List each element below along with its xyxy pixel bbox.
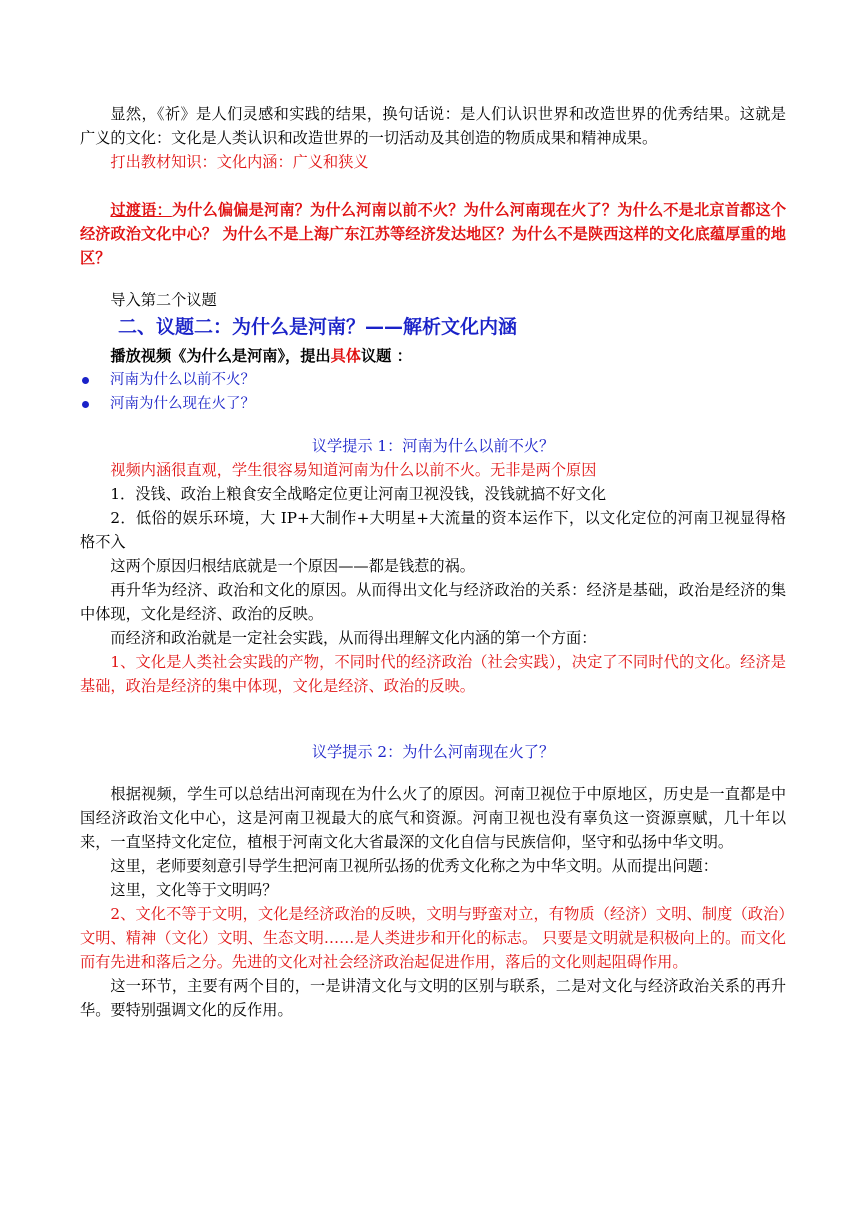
video-prompt — [80, 344, 786, 368]
reasons-summary: 这两个原因归根结底就是一个原因——都是钱惹的祸。 — [110, 557, 475, 575]
economics-politics-culture: 再升华为经济、政治和文化的原因。从而得出文化与经济政治的关系：经济是基础，政治是经济的集中体现，文化是经济、政治的反映。 — [80, 581, 786, 623]
topic-bullet-list — [80, 368, 786, 416]
question-line: 这里，文化等于文明吗？ — [110, 881, 278, 899]
social-practice: 而经济和政治就是一定社会实践，从而得出理解文化内涵的第一个方面： — [110, 629, 597, 647]
video-prompt-suffix: 议题 ： — [360, 347, 412, 365]
bullet-dot-icon — [82, 377, 89, 384]
reason-2: 2．低俗的娱乐环境，大 IP+大制作+大明星+大流量的资本运作下，以文化定位的河南卫视显得格格不入 — [80, 509, 786, 551]
purpose-paragraph: 这一环节，主要有两个目的，一是讲清文化与文明的区别与联系，二是对文化与经济政治关系的再升华。要特别强调文化的反作用。 — [80, 977, 786, 1019]
hint1-title: 议学提示 1：河南为什么以前不火？ — [311, 437, 555, 455]
video-prompt-prefix: 播放视频《为什么是河南》，提出 — [110, 347, 331, 365]
video-prompt-highlight: 具体 — [330, 347, 361, 365]
list-item — [80, 368, 786, 392]
video-summary: 根据视频，学生可以总结出河南现在为什么火了的原因。河南卫视位于中原地区，历史是一直都是中国经济政治文化中心，这是河南卫视最大的底气和资源。河南卫视也没有辜负这一资源禀赋，几十年以来，一直坚持文化定位，植根于河南文化大省最深的文化自信与民族信仰，坚守和弘扬中华文明。 — [80, 785, 786, 851]
point-2: 2、文化不等于文明，文化是经济政治的反映，文明与野蛮对立，有物质（经济）文明、制度（政治）文明、精神（文化）文明、生态文明……是人类进步和开化的标志。 只要是文明就是积极向上的。而文化而有先进和落后之分。先进的文化对社会经济政治起促进作用，落后的文化则起阻碍作用。 — [80, 905, 786, 971]
point-1: 1、文化是人类社会实践的产物，不同时代的经济政治（社会实践），决定了不同时代的文化。经济是基础，政治是经济的集中体现，文化是经济、政治的反映。 — [80, 653, 786, 695]
transition-text: 为什么偏偏是河南？为什么河南以前不火？为什么河南现在火了？为什么不是北京首都这个经济政治文化中心？ 为什么不是上海广东江苏等经济发达地区？为什么不是陕西这样的文化底蕴厚重的地区？ — [80, 201, 787, 267]
transition-paragraph — [80, 198, 786, 270]
textbook-knowledge-note: 打出教材知识：文化内涵：广义和狭义 — [110, 153, 369, 171]
section-heading-topic2: 二、议题二：为什么是河南？——解析文化内涵 — [118, 316, 518, 338]
list-item — [80, 392, 786, 416]
hint2-title: 议学提示 2：为什么河南现在火了？ — [311, 743, 555, 761]
document-page — [80, 102, 786, 1022]
teacher-guidance: 这里，老师要刻意引导学生把河南卫视所弘扬的优秀文化称之为中华文明。从而提出问题： — [110, 857, 718, 875]
bullet-text: 河南为什么以前不火？ — [110, 372, 255, 388]
bullet-dot-icon — [82, 401, 89, 408]
intro-second-topic: 导入第二个议题 — [110, 291, 217, 309]
hint1-explanation: 视频内涵很直观，学生很容易知道河南为什么以前不火。无非是两个原因 — [110, 461, 597, 479]
bullet-text: 河南为什么现在火了？ — [110, 396, 255, 412]
paragraph-culture-definition: 显然，《祈》是人们灵感和实践的结果，换句话说：是人们认识世界和改造世界的优秀结果。这就是广义的文化：文化是人类认识和改造世界的一切活动及其创造的物质成果和精神成果。 — [80, 105, 786, 147]
transition-label: 过渡语： — [110, 201, 172, 219]
reason-1: 1．没钱、政治上粮食安全战略定位更让河南卫视没钱，没钱就搞不好文化 — [110, 485, 607, 503]
